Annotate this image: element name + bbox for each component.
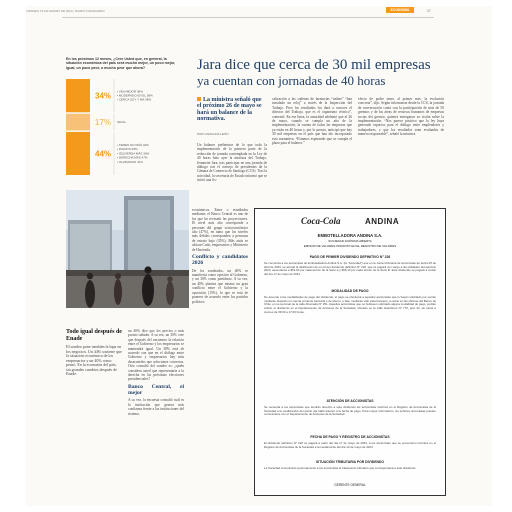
- bar-row-label-0-1: • MODERADO EN EL 58%: [117, 93, 153, 98]
- notice-paragraph-4: El dividendo definitivo N° 226 se pagará a partir del día 17 de mayo de 2024, a los accionistas que se encuentren inscritos en el Registro de Accionistas de la Sociedad a la medianoche del día 10 de mayo de 2024.: [264, 441, 436, 449]
- bar-row-label-2-4: • OLVIDADOS 41%: [117, 159, 144, 164]
- col-a-subheading: Banco Central, el mejor: [128, 383, 184, 396]
- coca-cola-logo: Coca-Cola: [301, 216, 341, 226]
- notice-registry: EMISOR DE VALORES INSCRITO EN EL REGISTRO DE VALORES: [303, 244, 397, 248]
- survey-question: En los próximos 12 meses, ¿Cree Usted que, en general, la situación económica del país será mucho mejor, un poco mejor, igual, un poco peor, o mucho peor que ahora?: [66, 57, 176, 70]
- bar-value-label-1: 17%: [95, 118, 112, 128]
- bar-row-label-2-2: • IZQUIERDA MÁS 30%: [117, 151, 150, 156]
- notice-section-5: SITUACIÓN TRIBUTARIA POR DIVIDENDO: [315, 460, 384, 464]
- bar-row-label-0-2: • CERCA SOY Y MA 38%: [117, 97, 152, 102]
- bar-segment-2: [66, 132, 90, 175]
- article-col-2: calización a las cadenas de farmacias “online” “han instalado un reloj” a través de la Inspección del Trabajo. Pero los resultados los dará a conocer el director del Trabajo, que es el organismo técnico”, comentó. En ese línea, la autoridad adelantó que el 26 de mayo, cuando se cumpla un año de la implementación, la cuenta de todas las empresas que ya están en 40 horas y, por lo pronto, anticipó que hay 30 mil empresas en el país que han ido incorporado esta normativa. “Estamos esperando que se cumpla el plazo para el balance.”: [272, 97, 352, 146]
- bar-value-label-0: 34%: [95, 91, 112, 101]
- article-col-3: efecto de poder tener, al primer mes, la evolución concreta”, dijo. Según informaron desde la CCS, la jornada de conversación contó con la participación de más de 50 gremios y de las áreas de recursos humanos de empresas socias del gremio, quienes entregaron su visión sobre la implementación. “Nos parece positivo que la ley haya generado espacios para el diálogo entre empleadores y trabajadores, y que los resultados sean evaluados de manera responsable”, señaló la ministra.: [358, 97, 444, 137]
- bar-row-label-1-0: IGUAL: [117, 120, 127, 125]
- section-tag: ECONOMÍA: [386, 7, 414, 13]
- bar-row-label-0-0: • VEA MEJOR 38%: [117, 89, 143, 94]
- street-photo: [66, 190, 189, 308]
- photo-image: [66, 190, 189, 308]
- survey-chart: [66, 77, 184, 177]
- article-lead: [197, 97, 267, 122]
- notice-company: EMBOTELLADORA ANDINA S.A.: [317, 233, 383, 238]
- article-col-b: [192, 208, 248, 304]
- andina-logo: ANDINA: [365, 217, 400, 226]
- col-b-text: económicos. Entre o estudiados mediante, el Banco Central es uno de los que ha revisado las proyecciones. El nivel más alto corresponde a personas del grupo socioeconómico alto (47%), en tanto que los niveles más débiles corresponden a personas de estrato bajo (35%). Más atrás se ubican Codo, empresarios y Ministerio de Hacienda.: [192, 208, 248, 252]
- notice-company-sub: SOCIEDAD ANÓNIMA ABIERTA: [328, 239, 372, 243]
- page-number: 17: [427, 9, 431, 13]
- byline: POR CAROLINA LEÓN: [197, 132, 229, 136]
- notice-paragraph-3: Se recuerda a los accionistas que tendrán derecho a este dividendo los accionistas inscritos en el Registro de Accionistas de la Sociedad a la medianoche del quinto día hábil anterior a la fecha de pago. Para mayor información, los señores accionistas pueden comunicarse con el Departamento de Acciones de la Sociedad.: [264, 405, 436, 417]
- article-subhead: ya cuentan con jornadas de 40 horas: [197, 73, 386, 88]
- bar-row-label-2-3: • DERECHA MÁS 47%: [117, 155, 148, 160]
- caption-heading: Todo igual después de Enade: [66, 329, 122, 342]
- bar-row-label-2-1: • DIGNOS 48%: [117, 147, 138, 152]
- bar-segment-0: [66, 79, 90, 112]
- article-col-a: [128, 329, 184, 416]
- bar-segment-1: [66, 114, 90, 131]
- article-col-1: Un balance preliminar de lo que toda la implementación de la primera parte de la reducción de jornada contemplada en la Ley de 40 horas hizo ayer la ministra del Trabajo, Jeannette Jara, tras participar en una jornada de diálogo con el consejo de presidentes de la Cámara de Comercio de Santiago (CCS). Tras la actividad, la secretaria de Estado informó que se inició una fis-: [197, 143, 267, 183]
- notice-section-4: FECHA DE PAGO Y REGISTRO DE ACCIONISTAS: [310, 435, 390, 439]
- lead-text: La ministra señaló que el próximo 26 de mayo se hará un balance de la normativa.: [197, 97, 262, 122]
- header-rule: [62, 17, 434, 18]
- notice-section-2: MODALIDAD DE PAGO: [331, 289, 369, 293]
- notice-paragraph-2: De acuerdo a las modalidades de pago del dividendo, el pago se efectuará a aquellos accionistas que lo hayan solicitado por escrito mediante depósito en cuenta corriente bancaria o de ahorro; o bien mediante vale vista bancario, a retirar en las oficinas del Banco de Chile, en su sucursal de la calle Ahumada N° 251. Aquellos accionistas que no hubiesen solicitado alguna modalidad de pago, podrán cobrar el dividendo en el Departamento de Acciones de la Sociedad, ubicado en la calle Huérfanos N° 770, piso 22, de lunes a viernes de 09:00 a 17:00 horas.: [264, 295, 436, 314]
- col-a-text: un 40% dice que los precios o más pronto subirán. A su vez, un 30% cree que después del encuentro la relación entre el Gobierno y los empresarios se mantendrá igual. Un 38% está de acuerdo con que en el diálogo entre Gobierno y empresarios hay más desacuerdos que soluciones concretas. Otro consultó del sondeo es: ¿quién considera usted que representaría a la derecha en las próximas elecciones presidenciales?: [128, 329, 184, 382]
- col-b-text-2: De los sondeados, un 40% se manifiesta como opositor al Gobierno, y un 30% como partidario. A su vez, un 40% plantea que mismo un gran conflicto entre el Gobierno y la oposición (15%), lo que se está de ponerse de acuerdo entre los partidos políticos.: [192, 268, 248, 304]
- col-b-subheading: Conflicto y candidatos 2026: [192, 254, 248, 266]
- page-header-left: VIERNES 15 DE MARZO DE 2024 | DIARIO FINANCIERO: [26, 9, 105, 13]
- orange-square-icon: [197, 97, 201, 101]
- notice-signature: GERENTE GENERAL: [334, 483, 366, 487]
- article-headline: Jara dice que cerca de 30 mil empresas: [197, 57, 431, 73]
- notice-paragraph-5: La Sociedad comunicará oportunamente a los accionistas el tratamiento tributario que corresponderá a este dividendo.: [264, 466, 417, 470]
- notice-section-1: PAGO DE PRIMER DIVIDENDO DEFINITIVO N° 226: [309, 255, 391, 259]
- bar-value-label-2: 44%: [95, 149, 112, 159]
- dividend-notice: [254, 208, 446, 496]
- notice-paragraph-1: Se comunica a los accionistas de Embotelladora Andina S.A. (la “Sociedad”) que en la Junta Ordinaria de Accionistas de fecha 25 de abril de 2024, se acordó la distribución de un primer dividendo definitivo N° 226, que se pagará con cargo a las utilidades del ejercicio 2023, ascendente a $51,00 por cada acción de la Serie A y $56,10 por cada acción de la Serie B. Este dividendo se pagará a contar del día 17 de mayo de 2024.: [264, 261, 436, 277]
- col-a-text-2: A su vez, la encuesta consultó cuál es la institución que genera más confianza frente a las instituciones del sistema.: [128, 398, 184, 416]
- bar-row-label-2-0: • TEMEN NO MÁS 42%: [117, 142, 149, 147]
- photo-caption: [66, 329, 122, 377]
- notice-section-3: ATENCIÓN DE ACCIONISTAS: [326, 399, 374, 403]
- caption-body: El sondeo pone también la lupa en los negocios. Un 44% sostiene que la situación económica de los empresarios y un 40% como pensó. En la economía del país, sin grandes cambios después de Enade.: [66, 344, 122, 376]
